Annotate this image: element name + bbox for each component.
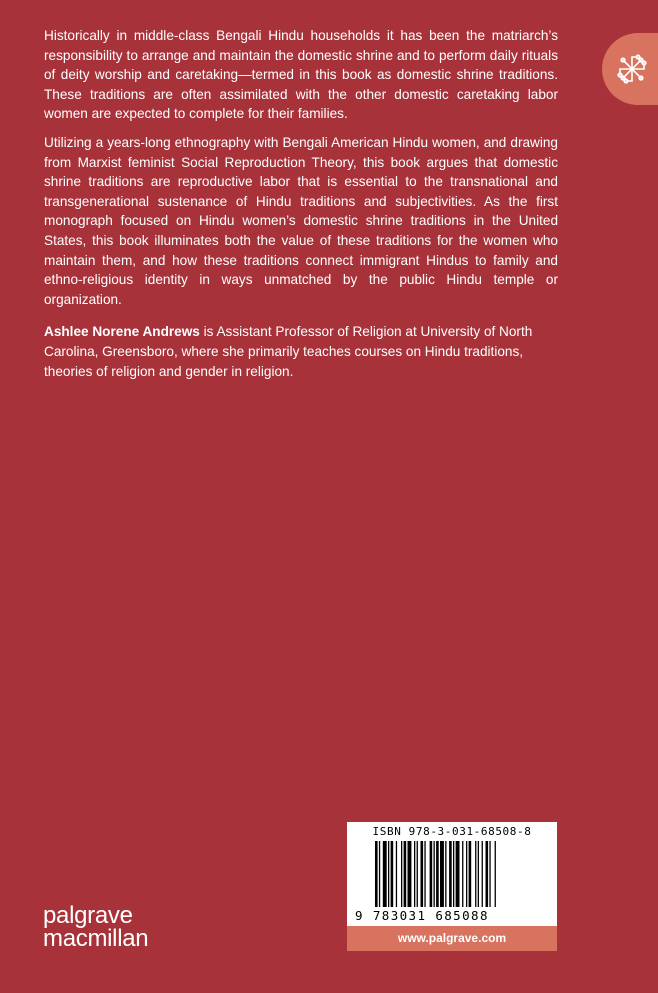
barcode-bar: [469, 841, 472, 907]
barcode-bar: [475, 841, 476, 907]
author-name: Ashlee Norene Andrews: [44, 324, 200, 340]
barcode-bars: [375, 841, 535, 909]
barcode-bar: [391, 841, 394, 907]
barcode-bar: [482, 841, 483, 907]
barcode-bar: [417, 841, 418, 907]
barcode-bar: [388, 841, 389, 907]
barcode-bar: [462, 841, 463, 907]
barcode-bar: [401, 841, 402, 907]
palgrave-network-icon: [614, 51, 650, 87]
barcode-bar: [456, 841, 460, 907]
barcode-bar: [421, 841, 424, 907]
barcode-bar: [434, 841, 435, 907]
barcode-bar: [436, 841, 439, 907]
author-bio: [44, 322, 558, 381]
barcode-bar: [424, 841, 425, 907]
publisher-logo: [43, 904, 148, 950]
publisher-name-line1: palgrave: [43, 902, 133, 929]
barcode-bar: [379, 841, 380, 907]
barcode-bar: [375, 841, 378, 907]
publisher-name-line2: macmillan: [43, 925, 149, 952]
barcode-bar: [486, 841, 489, 907]
author-bio-text: is Assistant Professor of Religion at University of North Carolina, Greensboro, where she primarily teaches courses on Hindu traditions, theories of religion and gender in religion.: [44, 324, 533, 379]
barcode-bar: [408, 841, 412, 907]
barcode-bar: [489, 841, 490, 907]
isbn-barcode: [347, 822, 557, 926]
isbn-label: ISBN 978-3-031-68508-8: [372, 825, 532, 838]
back-cover-blurb: [44, 26, 558, 390]
barcode-bar: [396, 841, 397, 907]
blurb-paragraph-2: Utilizing a years-long ethnography with Bengali American Hindu women, and drawing from Marxist feminist Social Reproduction Theory, this book argues that domestic shrine traditions are reproductive labor that is essential to the transnational and transgenerational sustenance of Hindu traditions and subjectivities. As the first monograph focused on Hindu women’s domestic shrine traditions in the United States, this book illuminates both the value of these traditions for the women who maintain them, and how these traditions connect immigrant Hindus to family and ethno-religious identity in ways unmatched by the public Hindu temple or organization.: [44, 134, 558, 307]
barcode-bar: [495, 841, 496, 907]
barcode-bar: [383, 841, 387, 907]
barcode-bar: [404, 841, 407, 907]
publisher-website: www.palgrave.com: [347, 926, 557, 951]
barcode-bar: [430, 841, 433, 907]
palgrave-logo-badge: [602, 33, 658, 105]
barcode-bar: [414, 841, 415, 907]
barcode-bar: [449, 841, 452, 907]
barcode-bar: [466, 841, 467, 907]
blurb-paragraph-1: Historically in middle-class Bengali Hindu households it has been the matriarch’s responsibility to arrange and maintain the domestic shrine and to perform daily rituals of deity worship and caretaking—termed in this book as domestic shrine traditions. These traditions are often assimilated with the other domestic caretaking labor women are expected to complete for their families.: [44, 28, 558, 122]
barcode-bar: [440, 841, 444, 907]
barcode-bar: [478, 841, 479, 907]
barcode-bar: [445, 841, 446, 907]
barcode-digits: 9 783031 685088: [355, 908, 489, 923]
barcode-bar: [453, 841, 454, 907]
